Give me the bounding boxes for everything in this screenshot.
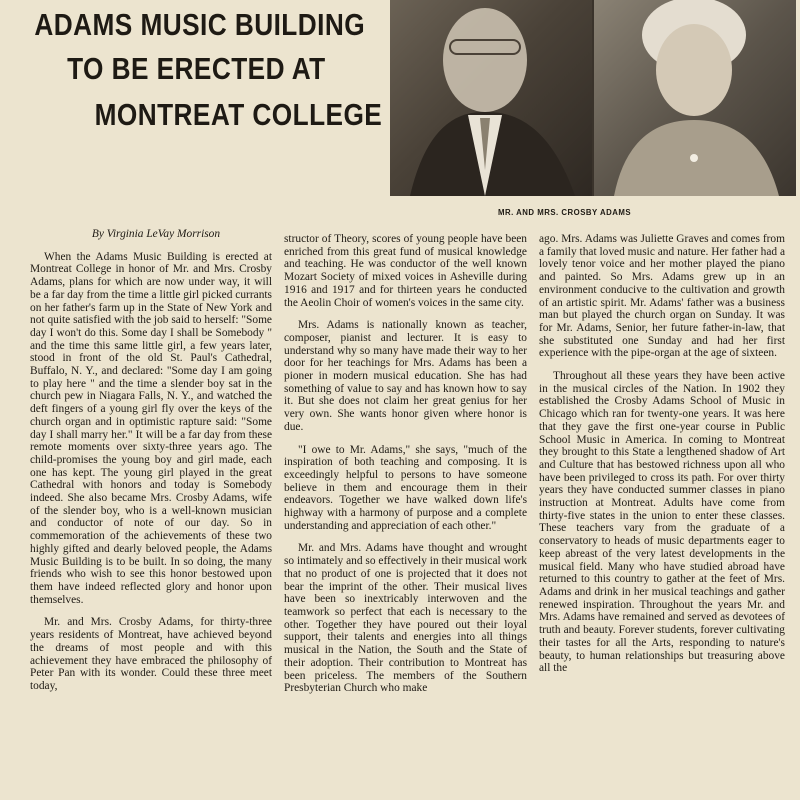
paragraph: "I owe to Mr. Adams," she says, "much of the inspiration of both teaching and composing. It is exceedingly helpful to persons to have someone believe in them and encourage them in their endeavors. Together we have walked down life's highway with a harmony of purpose and a complete understanding and appreciation of each other." xyxy=(284,443,527,532)
photo-caption: MR. AND MRS. CROSBY ADAMS xyxy=(498,208,632,217)
portrait-photos xyxy=(390,0,796,196)
paragraph: Mrs. Adams is nationally known as teacher, composer, pianist and lecturer. It is easy to understand why so many have made their way to her door for her teachings for Mrs. Adams has been a pioner in modern musical education. She has had something of value to say and has known how to say it. But she does not claim her great genius for her very own. She wants honor given where honor is due. xyxy=(284,319,527,433)
photo-mrs-adams xyxy=(594,0,796,196)
article-column-1 xyxy=(30,228,272,693)
article-column-2 xyxy=(284,233,527,695)
headline-line-3: MONTREAT COLLEGE xyxy=(94,98,383,132)
byline: By Virginia LeVay Morrison xyxy=(91,228,221,240)
headline-line-2: TO BE ERECTED AT xyxy=(67,52,326,86)
article-column-3 xyxy=(539,233,785,675)
paragraph: Mr. and Mrs. Adams have thought and wrought so intimately and so effectively in their musical work that no product of one is projected that it does not bear the imprint of the other. Their musical lives have been so inextricably interwoven and the teamwork so perfect that each is necessary to the other. Together they have poured out their loyal support, their talents and energies into all things musical in the Nation, the South and the State of their adoption. Their contribution to Montreat has been priceless. The members of the Southern Presbyterian Church who make xyxy=(284,542,527,695)
paragraph: ago. Mrs. Adams was Juliette Graves and comes from a family that loved music and nature. Her father had a lovely tenor voice and her mother played the piano and painted. So Mrs. Adams grew up in an environment conducive to the cultivation and growth of an artistic spirit. Mr. Adams' father was a business man but played the church organ on Sunday. It was for Mr. Adams, Senior, her future father-in-law, that she substituted one Sunday and had her first experience with the pipe-organ at the age of sixteen. xyxy=(539,233,785,360)
article-headline xyxy=(0,0,383,200)
woman-portrait-icon xyxy=(594,0,796,196)
paragraph: Mr. and Mrs. Crosby Adams, for thirty-three years residents of Montreat, have achieved beyond the dreams of most people and with this achievement they have embraced the philosophy of Peter Pan with its wonder. Could these three meet today, xyxy=(30,616,272,692)
photo-mr-adams xyxy=(390,0,592,196)
headline-line-1: ADAMS MUSIC BUILDING xyxy=(34,8,366,42)
man-portrait-icon xyxy=(390,0,592,196)
paragraph: Throughout all these years they have been active in the musical circles of the Nation. In 1902 they established the Crosby Adams School of Music in Chicago which ran for twenty-one years. It was here that they gave the first one-year course in Public School Music in America. In coming to Montreat they brought to this State a lengthened shadow of Art and Culture that has bestowed richness upon all who have been privileged to cross its path. For over thirty years they have conducted summer classes in piano instruction at Montreat. Adults have come from thirty-five states in the union to enter these classes. These teachers vary from the graduate of a conservatory to heads of music departments eager to keep abreast of the very latest developments in the musical field. Many who have studied abroad have returned to this country to gather at the feet of Mrs. Adams and drink in her musical teachings and gather renewed inspiration. Throughout the years Mr. and Mrs. Adams have remained and served as devotees of truth and beauty. Forever students, forever cultivating their tastes for all the Arts, responding to nature's beauty, to human relationships but treasuring above all the xyxy=(539,370,785,675)
paragraph: structor of Theory, scores of young people have been enriched from this great fund of musical knowledge and teaching. He was conductor of the well known Mozart Society of mixed voices in Asheville during 1916 and 1917 and for thirteen years he conducted the Aeolin Choir of women's voices in the same city. xyxy=(284,233,527,309)
paragraph: When the Adams Music Building is erected at Montreat College in honor of Mr. and Mrs. Crosby Adams, plans for which are now under way, it will be a far day from the time a little girl picked currants on her father's farm up in the State of New York and not quite satisfied with the job said to herself: "Some day I won't do this. Some day I shall be Somebody " and the time this same little girl, a few years later, stood in front of the old St. Paul's Cathedral, Buffalo, N. Y., and declared: "Some day I am going to play here " and the time a slender boy sat in the church pew in Niagara Falls, N. Y., and watched the deft fingers of a young girl fly over the keys of the church organ and in optimistic rapture said: "Some day I shall marry her." It will be a far day from these remote moments over sixty-three years ago. The child-promises the young boy and girl made, each one has kept. The young girl played in the great Cathedral with honors and today is Somebody indeed. She also became Mrs. Crosby Adams, wife of the slender boy, who is a well-known musician and conductor of note of our day. So in commemoration of the achievements of these two highly gifted and dearly beloved people, the Adams Music Building is to be built. In so doing, the many friends who wish to see this honor bestowed upon them have indeed reflected glory and honor upon themselves. xyxy=(30,250,272,606)
